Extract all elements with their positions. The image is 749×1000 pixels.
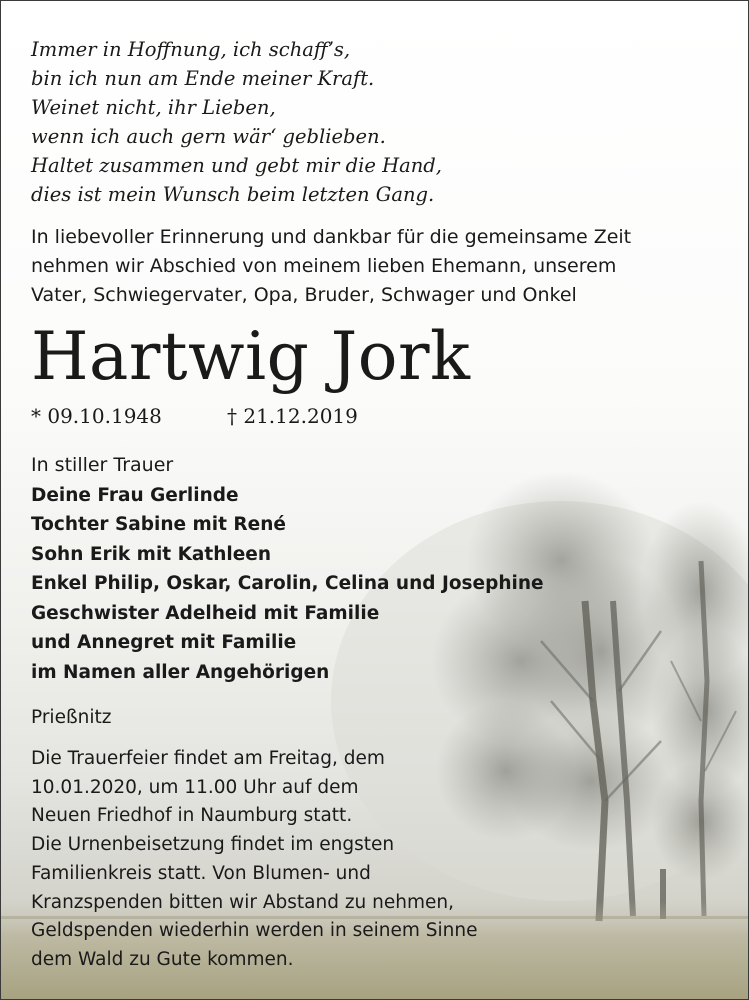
mourner-entry: Deine Frau Gerlinde	[31, 484, 239, 506]
mourners-list	[31, 451, 544, 687]
poem-line: Immer in Hoffnung, ich schaff’s,	[31, 38, 351, 61]
ceremony-line: Neuen Friedhof in Naumburg statt.	[31, 805, 353, 827]
ceremony-line: Die Urnenbeisetzung findet im engsten	[31, 834, 395, 856]
deceased-name: Hartwig Jork	[31, 318, 471, 395]
birth-date: * 09.10.1948	[31, 404, 162, 428]
intro-text	[31, 223, 631, 310]
mourner-entry: Enkel Philip, Oskar, Carolin, Celina und Josephine	[31, 573, 544, 594]
ceremony-line: Geldspenden wiederhin werden in seinem Sinne	[31, 920, 478, 942]
ceremony-line: Familienkreis statt. Von Blumen- und	[31, 862, 371, 884]
mourner-entry: Tochter Sabine mit René	[31, 514, 286, 535]
intro-line: nehmen wir Abschied von meinem lieben Ehemann, unserem	[31, 255, 617, 277]
ceremony-line: Die Trauerfeier findet am Freitag, dem	[31, 748, 385, 769]
poem-line: wenn ich auch gern wär‘ geblieben.	[31, 125, 386, 148]
poem-line: bin ich nun am Ende meiner Kraft.	[31, 67, 375, 90]
poem-line: dies ist mein Wunsch beim letzten Gang.	[31, 183, 435, 206]
intro-line: Vater, Schwiegervater, Opa, Bruder, Schwager und Onkel	[31, 284, 577, 306]
mourner-entry: im Namen aller Angehörigen	[31, 661, 330, 683]
intro-line: In liebevoller Erinnerung und dankbar für die gemeinsame Zeit	[31, 226, 632, 248]
place-name: Prießnitz	[31, 707, 112, 728]
ceremony-line: dem Wald zu Gute kommen.	[31, 948, 294, 970]
poem-line: Haltet zusammen und gebt mir die Hand,	[31, 154, 442, 177]
mourner-entry: Geschwister Adelheid mit Familie	[31, 602, 380, 624]
death-date: † 21.12.2019	[227, 404, 358, 428]
life-dates	[31, 401, 358, 431]
ceremony-line: Kranzspenden bitten wir Abstand zu nehmen,	[31, 891, 454, 913]
mourner-entry: Sohn Erik mit Kathleen	[31, 543, 272, 565]
poem-line: Weinet nicht, ihr Lieben,	[31, 96, 276, 119]
ceremony-line: 10.01.2020, um 11.00 Uhr auf dem	[31, 776, 359, 798]
mourner-entry: und Annegret mit Familie	[31, 632, 297, 653]
ceremony-info	[31, 745, 478, 975]
poem	[31, 35, 442, 209]
mourning-label: In stiller Trauer	[31, 454, 174, 476]
